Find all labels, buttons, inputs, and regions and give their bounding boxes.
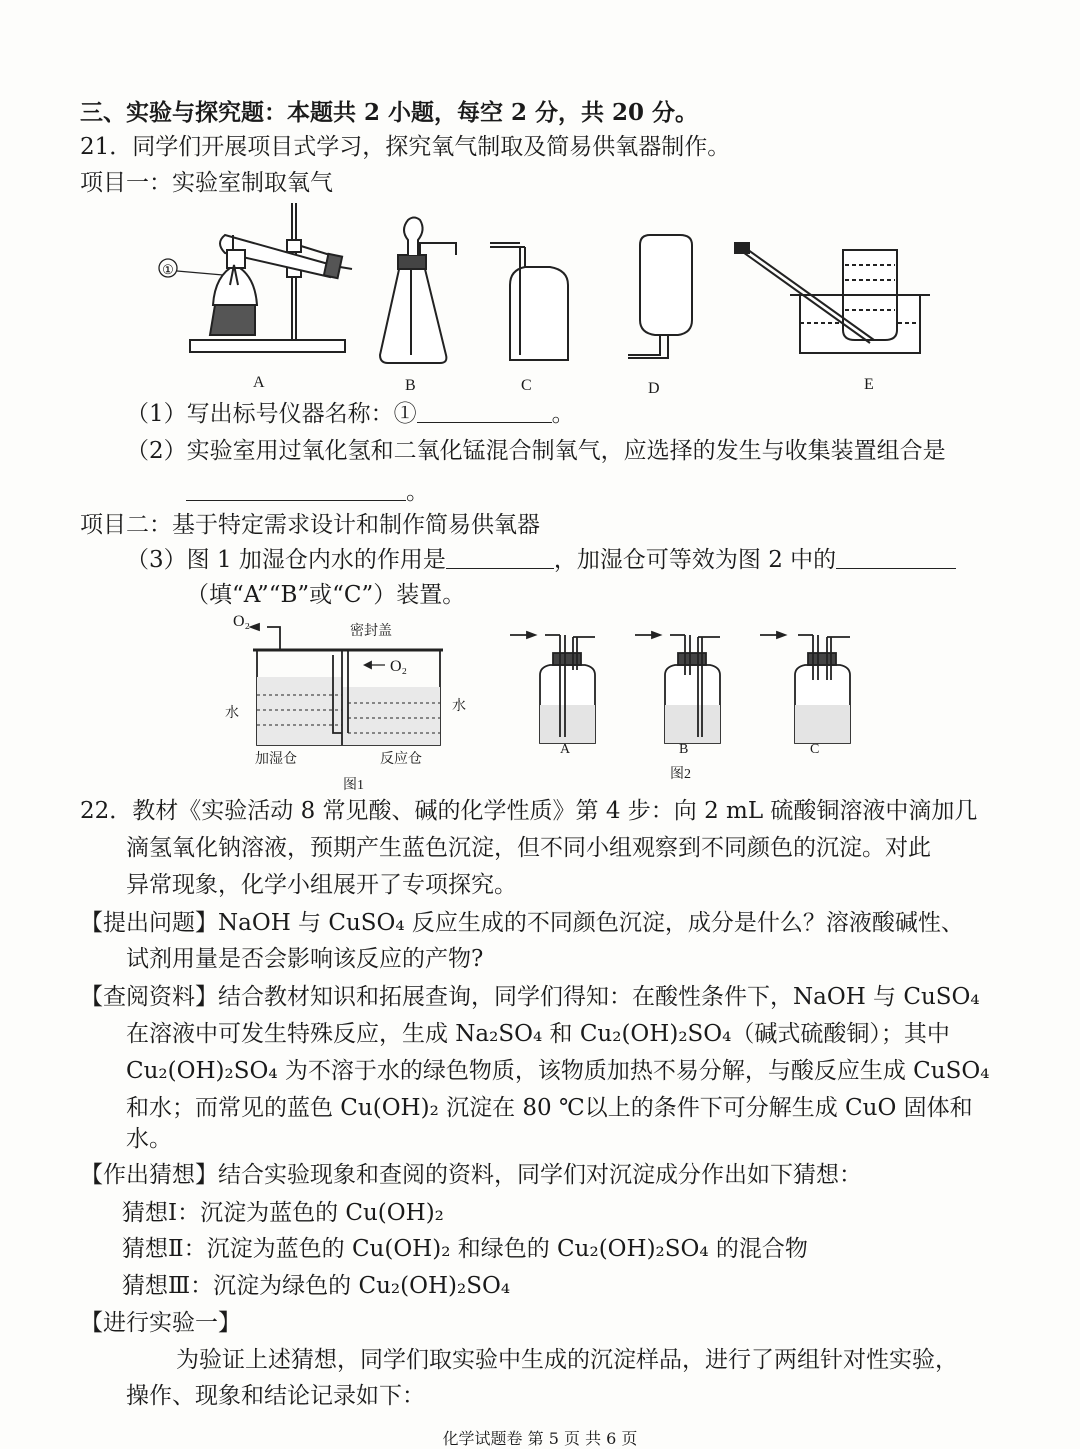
q21-part3-text-a: （3）图 1 加湿仓内水的作用是 — [126, 547, 446, 573]
fig2-label-a: A — [560, 742, 571, 757]
info-line-1: 结合教材知识和拓展查询，同学们得知：在酸性条件下，NaOH 与 CuSO₄ — [218, 984, 980, 1010]
question-head: 【提出问题】 — [80, 910, 218, 936]
answer-blank-3[interactable] — [446, 546, 554, 569]
marker-1: ① — [162, 262, 174, 277]
q22-exp-head: 【进行实验一】 — [80, 1310, 241, 1336]
q22-line-2: 滴氢氧化钠溶液，预期产生蓝色沉淀，但不同小组观察到不同颜色的沉淀。对此 — [126, 835, 931, 861]
apparatus-e — [735, 243, 930, 353]
answer-blank-1[interactable] — [417, 400, 552, 423]
fig-label-a: A — [253, 374, 265, 391]
q21-part1-end: 。 — [551, 401, 575, 427]
figure-2 — [505, 625, 865, 755]
hyp-intro: 结合实验现象和查阅的资料，同学们对沉淀成分作出如下猜想： — [218, 1162, 862, 1188]
hyp-head: 【作出猜想】 — [80, 1162, 218, 1188]
q22-info-5: 水。 — [126, 1126, 172, 1152]
apparatus-a — [190, 203, 352, 352]
fig1-water-left: 水 — [225, 705, 239, 721]
q21-project1: 项目一：实验室制取氧气 — [80, 170, 333, 196]
q21-part3-text-b: ，加湿仓可等效为图 2 中的 — [553, 547, 837, 573]
fig2-bottle-b — [635, 632, 720, 743]
fig1-humid: 加湿仓 — [255, 751, 297, 767]
q22-question — [80, 908, 964, 938]
fig2-bottle-a — [510, 632, 595, 743]
q21-part1 — [126, 399, 575, 429]
fig-label-d: D — [648, 380, 660, 397]
q22-info-2: 在溶液中可发生特殊反应，生成 Na₂SO₄ 和 Cu₂(OH)₂SO₄（碱式硫酸铜）；其中 — [126, 1021, 950, 1047]
hypothesis-1: 猜想Ⅰ：沉淀为蓝色的 Cu(OH)₂ — [122, 1200, 444, 1226]
fig-label-e: E — [864, 376, 874, 393]
fig1-o2-in: O₂ — [390, 658, 408, 675]
q21-part2-answer — [186, 477, 429, 507]
q21-part3 — [126, 545, 956, 575]
answer-blank-2[interactable] — [186, 478, 406, 501]
apparatus-c — [490, 243, 568, 360]
fig-label-c: C — [521, 377, 532, 394]
fig-label-b: B — [405, 377, 416, 394]
hypothesis-3: 猜想Ⅲ：沉淀为绿色的 Cu₂(OH)₂SO₄ — [122, 1273, 511, 1299]
q22-info-4: 和水；而常见的蓝色 Cu(OH)₂ 沉淀在 80 ℃以上的条件下可分解生成 CuO 固体和 — [126, 1095, 973, 1121]
fig2-bottle-c — [760, 632, 850, 743]
q21-part2-end: 。 — [406, 479, 429, 505]
q22-question-2: 试剂用量是否会影响该反应的产物? — [126, 946, 484, 972]
q21-stem: 21．同学们开展项目式学习，探究氧气制取及简易供氧器制作。 — [80, 134, 731, 160]
q22-line-3: 异常现象，化学小组展开了专项探究。 — [126, 872, 517, 898]
q22-hypothesis — [80, 1160, 862, 1190]
q21-part2: （2）实验室用过氧化氢和二氧化锰混合制氧气，应选择的发生与收集装置组合是 — [126, 438, 946, 464]
answer-blank-4[interactable] — [836, 546, 956, 569]
q22-line-1: 22．教材《实验活动 8 常见酸、碱的化学性质》第 4 步：向 2 mL 硫酸铜溶液中滴加几 — [80, 798, 978, 824]
section-title: 三、实验与探究题：本题共 2 小题，每空 2 分，共 20 分。 — [80, 99, 699, 126]
q22-exp-line-2: 操作、现象和结论记录如下： — [126, 1383, 425, 1409]
fig1-water-right: 水 — [452, 698, 466, 714]
question-line-1: NaOH 与 CuSO₄ 反应生成的不同颜色沉淀，成分是什么？溶液酸碱性、 — [218, 910, 964, 936]
apparatus-d — [628, 235, 692, 358]
q22-exp-line-1: 为验证上述猜想，同学们取实验中生成的沉淀样品，进行了两组针对性实验， — [176, 1347, 958, 1373]
page-footer: 化学试题卷 第 5 页 共 6 页 — [442, 1429, 638, 1448]
fig1-caption: 图1 — [343, 778, 364, 793]
fig1-o2-out: O₂ — [233, 613, 251, 630]
fig1-cap: 密封盖 — [350, 623, 392, 639]
fig1-reactor: 反应仓 — [380, 751, 422, 767]
q21-project2: 项目二：基于特定需求设计和制作简易供氧器 — [80, 512, 540, 538]
fig2-label-c: C — [810, 742, 820, 757]
hypothesis-2: 猜想Ⅱ：沉淀为蓝色的 Cu(OH)₂ 和绿色的 Cu₂(OH)₂SO₄ 的混合物 — [122, 1236, 808, 1262]
q21-part1-text: （1）写出标号仪器名称：① — [126, 401, 417, 427]
q22-info-3: Cu₂(OH)₂SO₄ 为不溶于水的绿色物质，该物质加热不易分解，与酸反应生成 CuSO₄ — [126, 1058, 990, 1084]
apparatus-b — [380, 218, 456, 364]
fig2-label-b: B — [679, 742, 689, 757]
fig2-caption: 图2 — [670, 767, 691, 782]
info-head: 【查阅资料】 — [80, 984, 218, 1010]
q21-part3-note: （填“A”“B”或“C”）装置。 — [186, 582, 466, 608]
q22-info — [80, 982, 980, 1012]
